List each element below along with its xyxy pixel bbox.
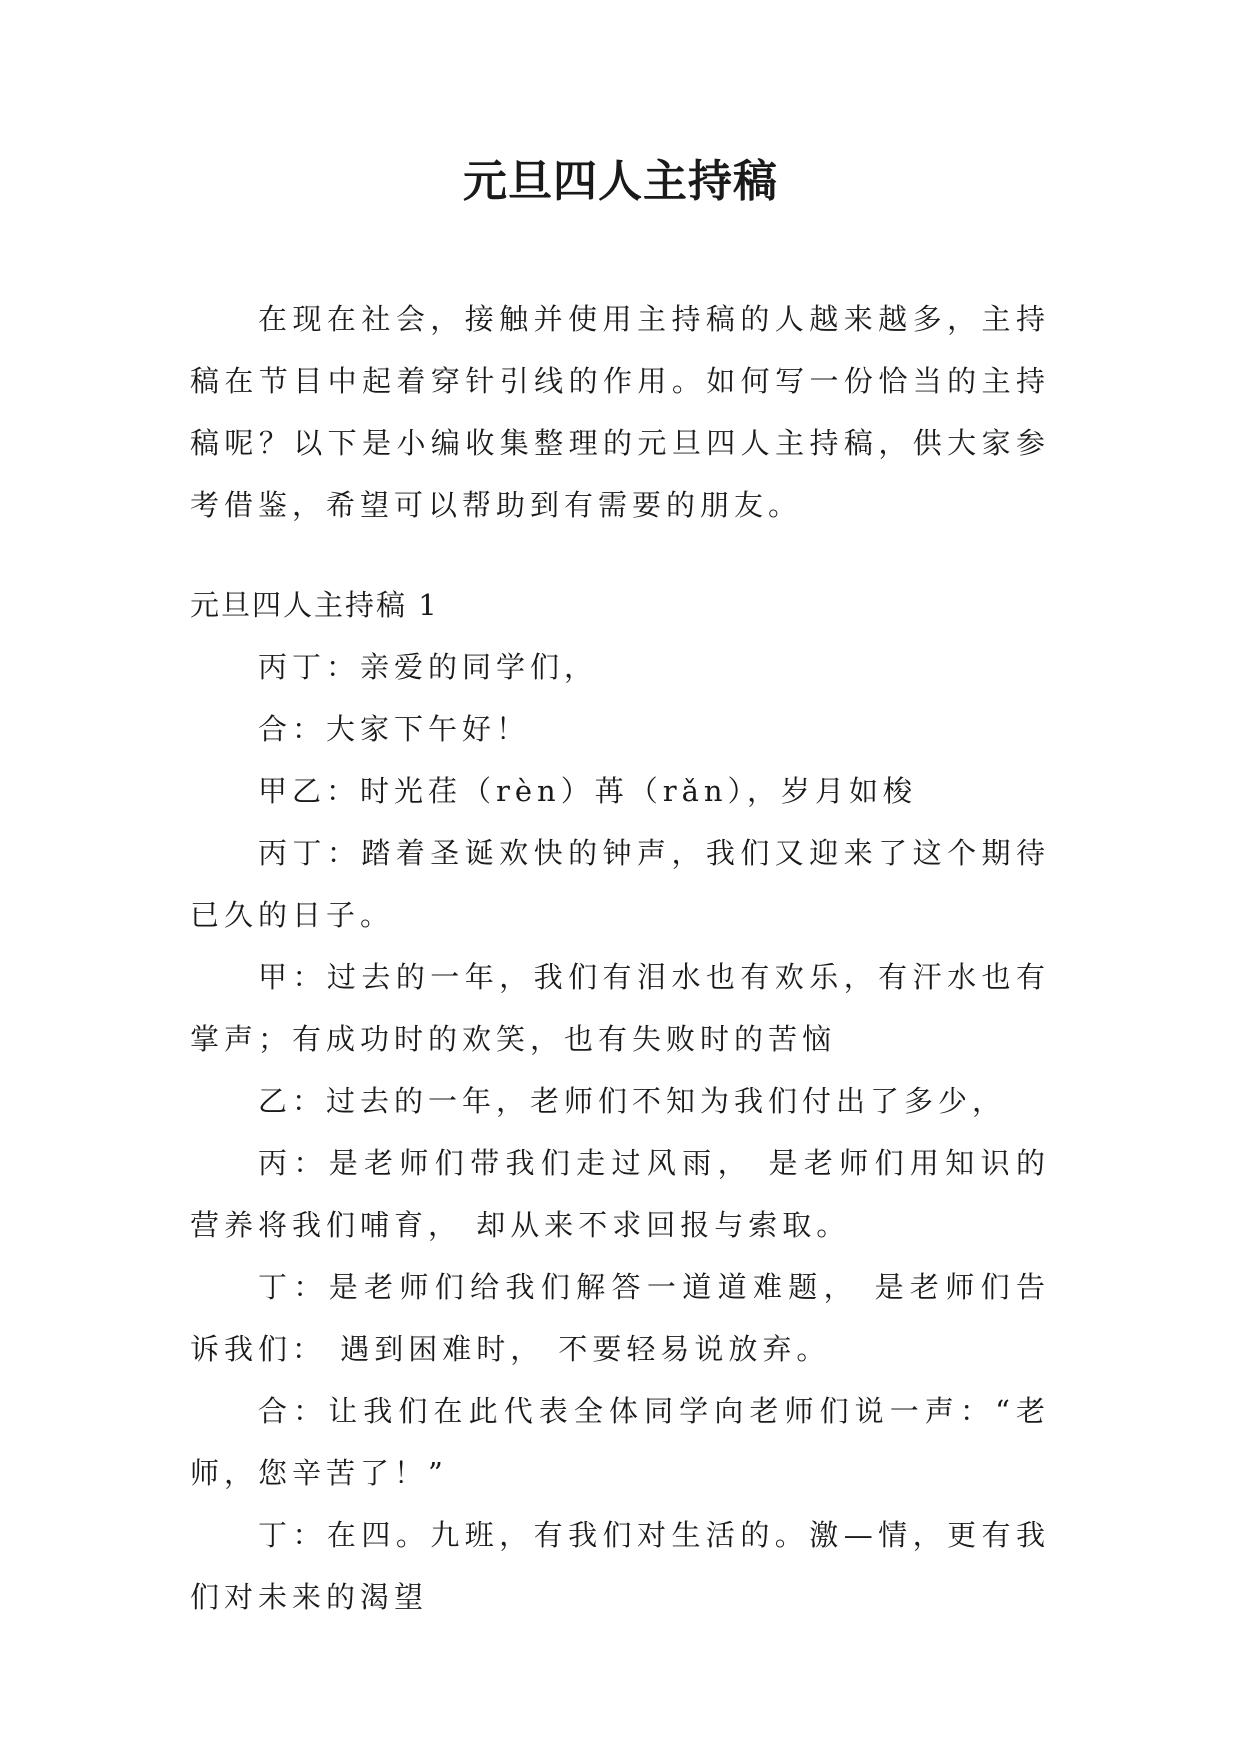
script-line: 丙丁：踏着圣诞欢快的钟声，我们又迎来了这个期待已久的日子。 xyxy=(190,836,1050,932)
script-line: 合：大家下午好！ xyxy=(258,712,531,746)
section-heading: 元旦四人主持稿 1 xyxy=(190,588,439,622)
script-line: 丙：是老师们带我们走过风雨， 是老师们用知识的营养将我们哺育， 却从来不求回报与索取。 xyxy=(190,1146,1050,1242)
script-section xyxy=(190,574,1050,1628)
intro-paragraph: 在现在社会，接触并使用主持稿的人越来越多，主持稿在节目中起着穿针引线的作用。如何写一份恰当的主持稿呢？以下是小编收集整理的元旦四人主持稿，供大家参考借鉴，希望可以帮助到有需要的朋友。 xyxy=(190,302,1050,522)
script-line: 丁：在四。九班，有我们对生活的。激—情，更有我们对未来的渴望 xyxy=(190,1518,1050,1614)
script-line: 乙：过去的一年，老师们不知为我们付出了多少， xyxy=(258,1084,1007,1118)
document-title: 元旦四人主持稿 xyxy=(463,156,778,207)
script-line: 甲：过去的一年，我们有泪水也有欢乐，有汗水也有掌声；有成功时的欢笑，也有失败时的苦恼 xyxy=(190,960,1050,1056)
script-line: 丁：是老师们给我们解答一道道难题， 是老师们告诉我们： 遇到困难时， 不要轻易说放弃。 xyxy=(190,1270,1050,1366)
script-line: 合：让我们在此代表全体同学向老师们说一声：“老师，您辛苦了！” xyxy=(190,1394,1050,1490)
script-line: 丙丁：亲爱的同学们， xyxy=(258,650,599,684)
script-line: 甲乙：时光荏（rèn）苒（rǎn），岁月如梭 xyxy=(258,774,918,808)
